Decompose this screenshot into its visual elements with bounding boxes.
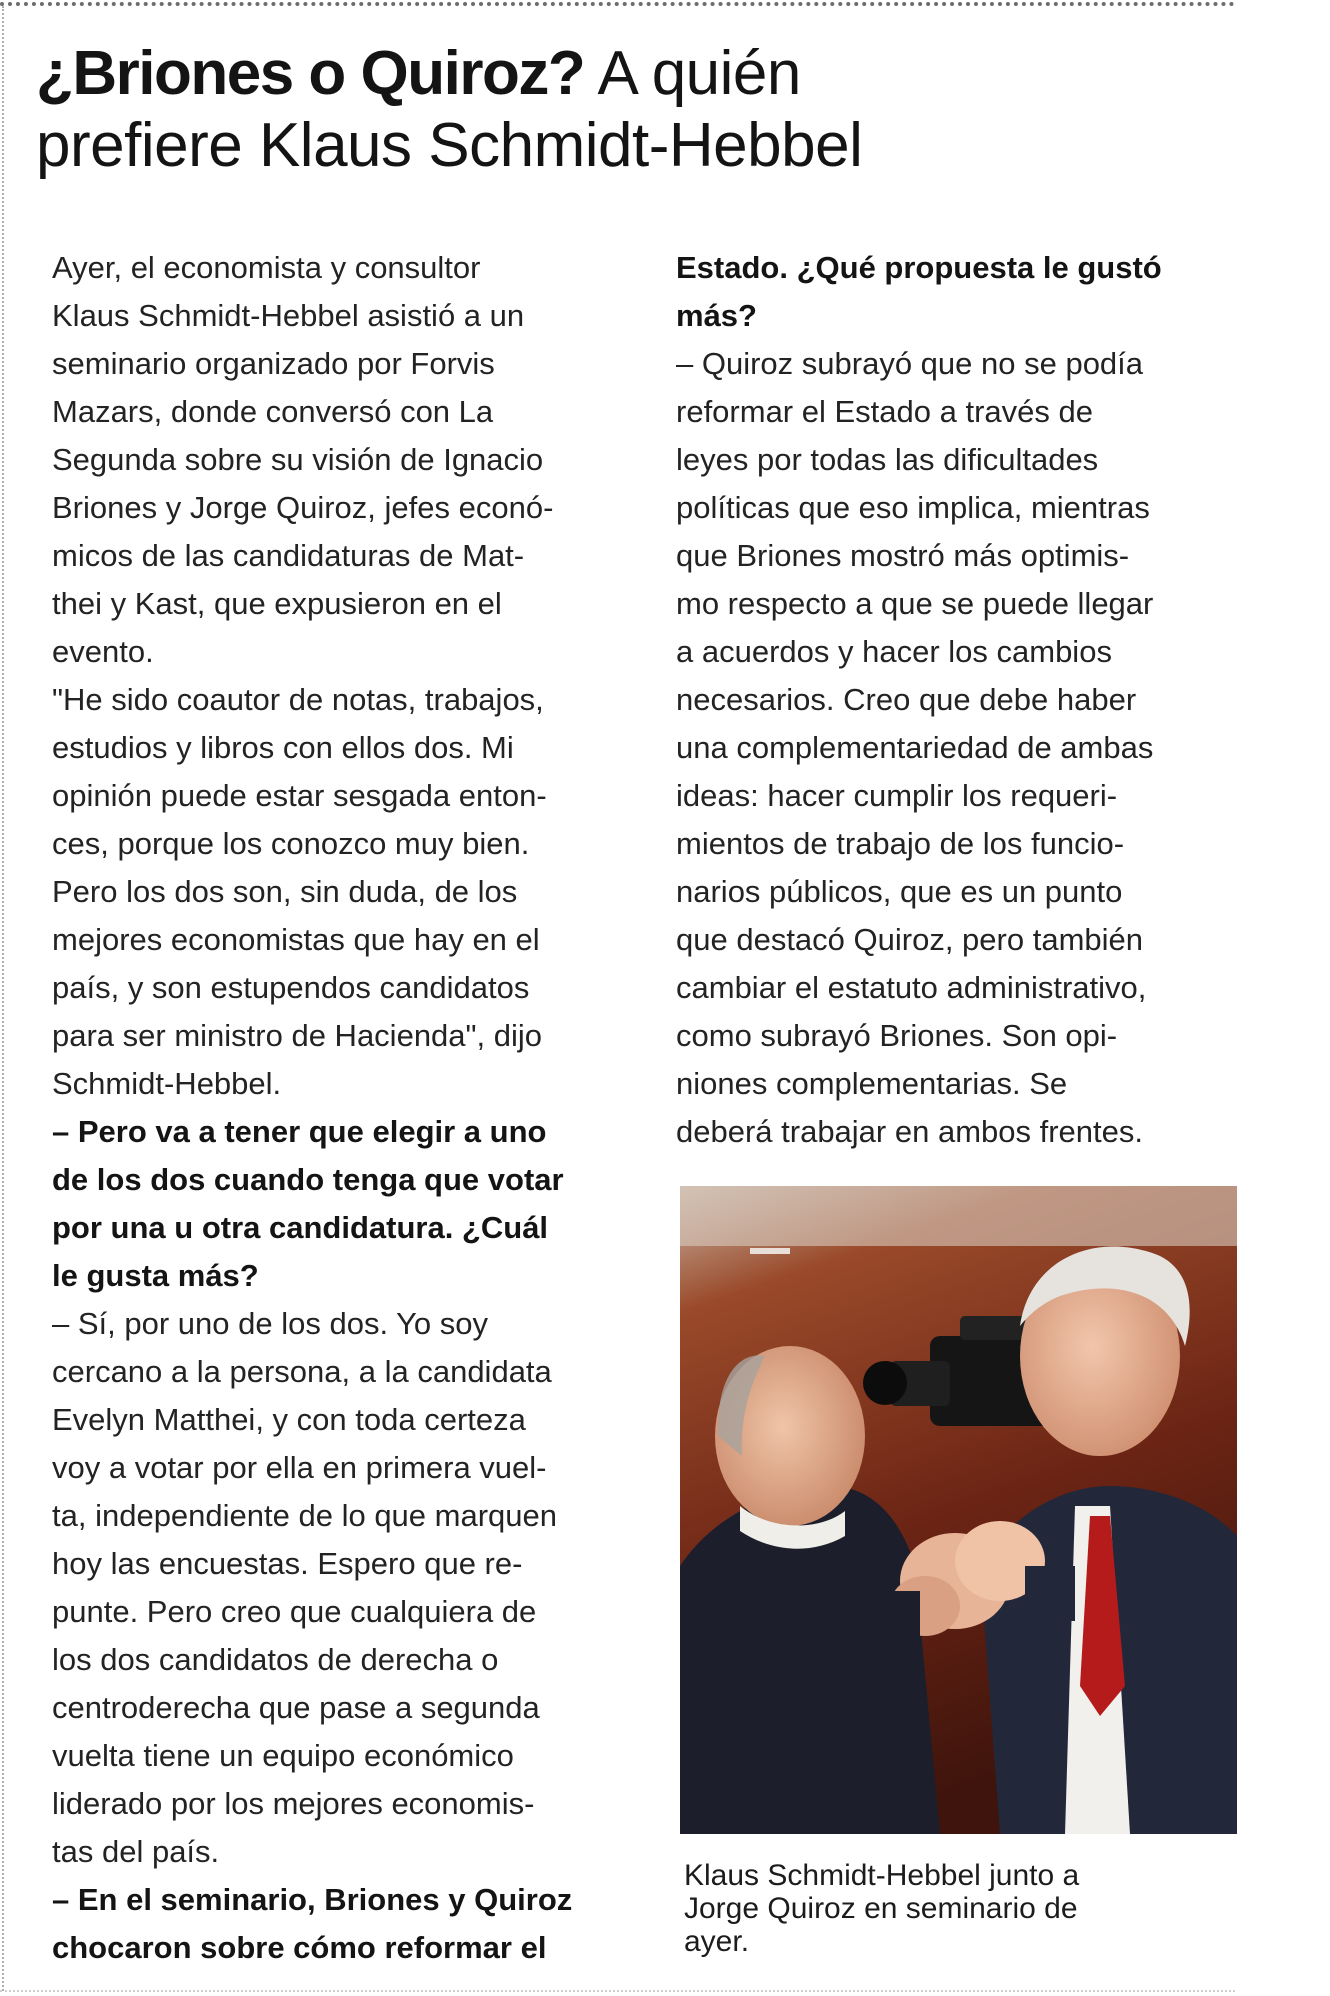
text-line: evento. <box>52 634 154 669</box>
caption-line: Jorge Quiroz en seminario de <box>684 1892 1078 1925</box>
right-column <box>676 244 1236 1156</box>
headline-bold: ¿Briones o Quiroz? <box>36 39 585 108</box>
ceiling-light <box>680 1186 1237 1246</box>
text-line: "He sido coautor de notas, trabajos, <box>52 682 544 717</box>
text-line: niones complementarias. Se <box>676 1066 1068 1101</box>
headline <box>36 38 1216 182</box>
text-line: ta, independiente de lo que marquen <box>52 1498 558 1533</box>
photo-caption <box>684 1859 1224 1958</box>
text-line: voy a votar por ella en primera vuel- <box>52 1450 547 1485</box>
text-line: – Quiroz subrayó que no se podía <box>676 346 1144 381</box>
text-line: Segunda sobre su visión de Ignacio <box>52 442 544 477</box>
text-line: como subrayó Briones. Son opi- <box>676 1018 1118 1053</box>
text-line: thei y Kast, que expusieron en el <box>52 586 502 621</box>
text-line: narios públicos, que es un punto <box>676 874 1123 909</box>
text-line: Klaus Schmidt-Hebbel asistió a un <box>52 298 525 333</box>
text-line: necesarios. Creo que debe haber <box>676 682 1137 717</box>
headline-regular-1: A quién <box>584 39 801 108</box>
text-line: Ayer, el economista y consultor <box>52 250 481 285</box>
text-line: Briones y Jorge Quiroz, jefes econó- <box>52 490 554 525</box>
quote-paragraph <box>52 676 632 1108</box>
text-line: mo respecto a que se puede llegar <box>676 586 1154 621</box>
text-line: punte. Pero creo que cualquiera de <box>52 1594 537 1629</box>
text-line: reformar el Estado a través de <box>676 394 1093 429</box>
text-line: deberá trabajar en ambos frentes. <box>676 1114 1143 1149</box>
text-line: ces, porque los conozco muy bien. <box>52 826 530 861</box>
left-column <box>52 244 632 1972</box>
text-line: liderado por los mejores economis- <box>52 1786 535 1821</box>
text-line: los dos candidatos de derecha o <box>52 1642 499 1677</box>
text-line: mientos de trabajo de los funcio- <box>676 826 1125 861</box>
caption-line: Klaus Schmidt-Hebbel junto a <box>684 1859 1080 1892</box>
question-line: de los dos cuando tenga que votar <box>52 1162 564 1197</box>
text-line: que Briones mostró más optimis- <box>676 538 1130 573</box>
text-line: país, y son estupendos candidatos <box>52 970 530 1005</box>
question-line: le gusta más? <box>52 1258 259 1293</box>
text-line: opinión puede estar sesgada enton- <box>52 778 547 813</box>
ceiling-lamp <box>750 1248 790 1254</box>
top-dotted-rule <box>0 2 1235 6</box>
question-line: – En el seminario, Briones y Quiroz <box>52 1882 573 1917</box>
photo-illustration <box>680 1186 1237 1834</box>
text-line: Evelyn Matthei, y con toda certeza <box>52 1402 526 1437</box>
text-line: a acuerdos y hacer los cambios <box>676 634 1112 669</box>
text-line: centroderecha que pase a segunda <box>52 1690 540 1725</box>
text-line: Pero los dos son, sin duda, de los <box>52 874 518 909</box>
text-line: que destacó Quiroz, pero también <box>676 922 1143 957</box>
question-line: por una u otra candidatura. ¿Cuál <box>52 1210 549 1245</box>
question-line: – Pero va a tener que elegir a uno <box>52 1114 547 1149</box>
interview-question-1 <box>52 1108 632 1300</box>
text-line: ideas: hacer cumplir los requeri- <box>676 778 1118 813</box>
interview-question-2 <box>52 1876 632 1972</box>
question-line: chocaron sobre cómo reformar el <box>52 1930 547 1965</box>
question-line: Estado. ¿Qué propuesta le gustó <box>676 250 1162 285</box>
text-line: micos de las candidaturas de Mat- <box>52 538 525 573</box>
question-line: más? <box>676 298 757 333</box>
text-line: hoy las encuestas. Espero que re- <box>52 1546 523 1581</box>
text-line: mejores economistas que hay en el <box>52 922 540 957</box>
article-photo <box>680 1186 1237 1834</box>
text-line: – Sí, por uno de los dos. Yo soy <box>52 1306 489 1341</box>
text-line: Mazars, donde conversó con La <box>52 394 494 429</box>
interview-answer-2 <box>676 340 1236 1156</box>
interview-question-2-continued <box>676 244 1236 340</box>
text-line: para ser ministro de Hacienda", dijo <box>52 1018 543 1053</box>
text-line: tas del país. <box>52 1834 220 1869</box>
text-line: cambiar el estatuto administrativo, <box>676 970 1147 1005</box>
text-line: seminario organizado por Forvis <box>52 346 495 381</box>
headline-regular-2: prefiere Klaus Schmidt-Hebbel <box>36 111 863 180</box>
text-line: políticas que eso implica, mientras <box>676 490 1150 525</box>
text-line: cercano a la persona, a la candidata <box>52 1354 552 1389</box>
text-line: estudios y libros con ellos dos. Mi <box>52 730 514 765</box>
caption-line: ayer. <box>684 1925 750 1958</box>
text-line: leyes por todas las dificultades <box>676 442 1099 477</box>
left-dotted-rule <box>2 6 4 1991</box>
text-line: vuelta tiene un equipo económico <box>52 1738 514 1773</box>
text-line: una complementariedad de ambas <box>676 730 1154 765</box>
text-line: Schmidt-Hebbel. <box>52 1066 282 1101</box>
interview-answer-1 <box>52 1300 632 1876</box>
intro-paragraph <box>52 244 632 676</box>
bottom-dotted-rule <box>0 1990 1235 1992</box>
